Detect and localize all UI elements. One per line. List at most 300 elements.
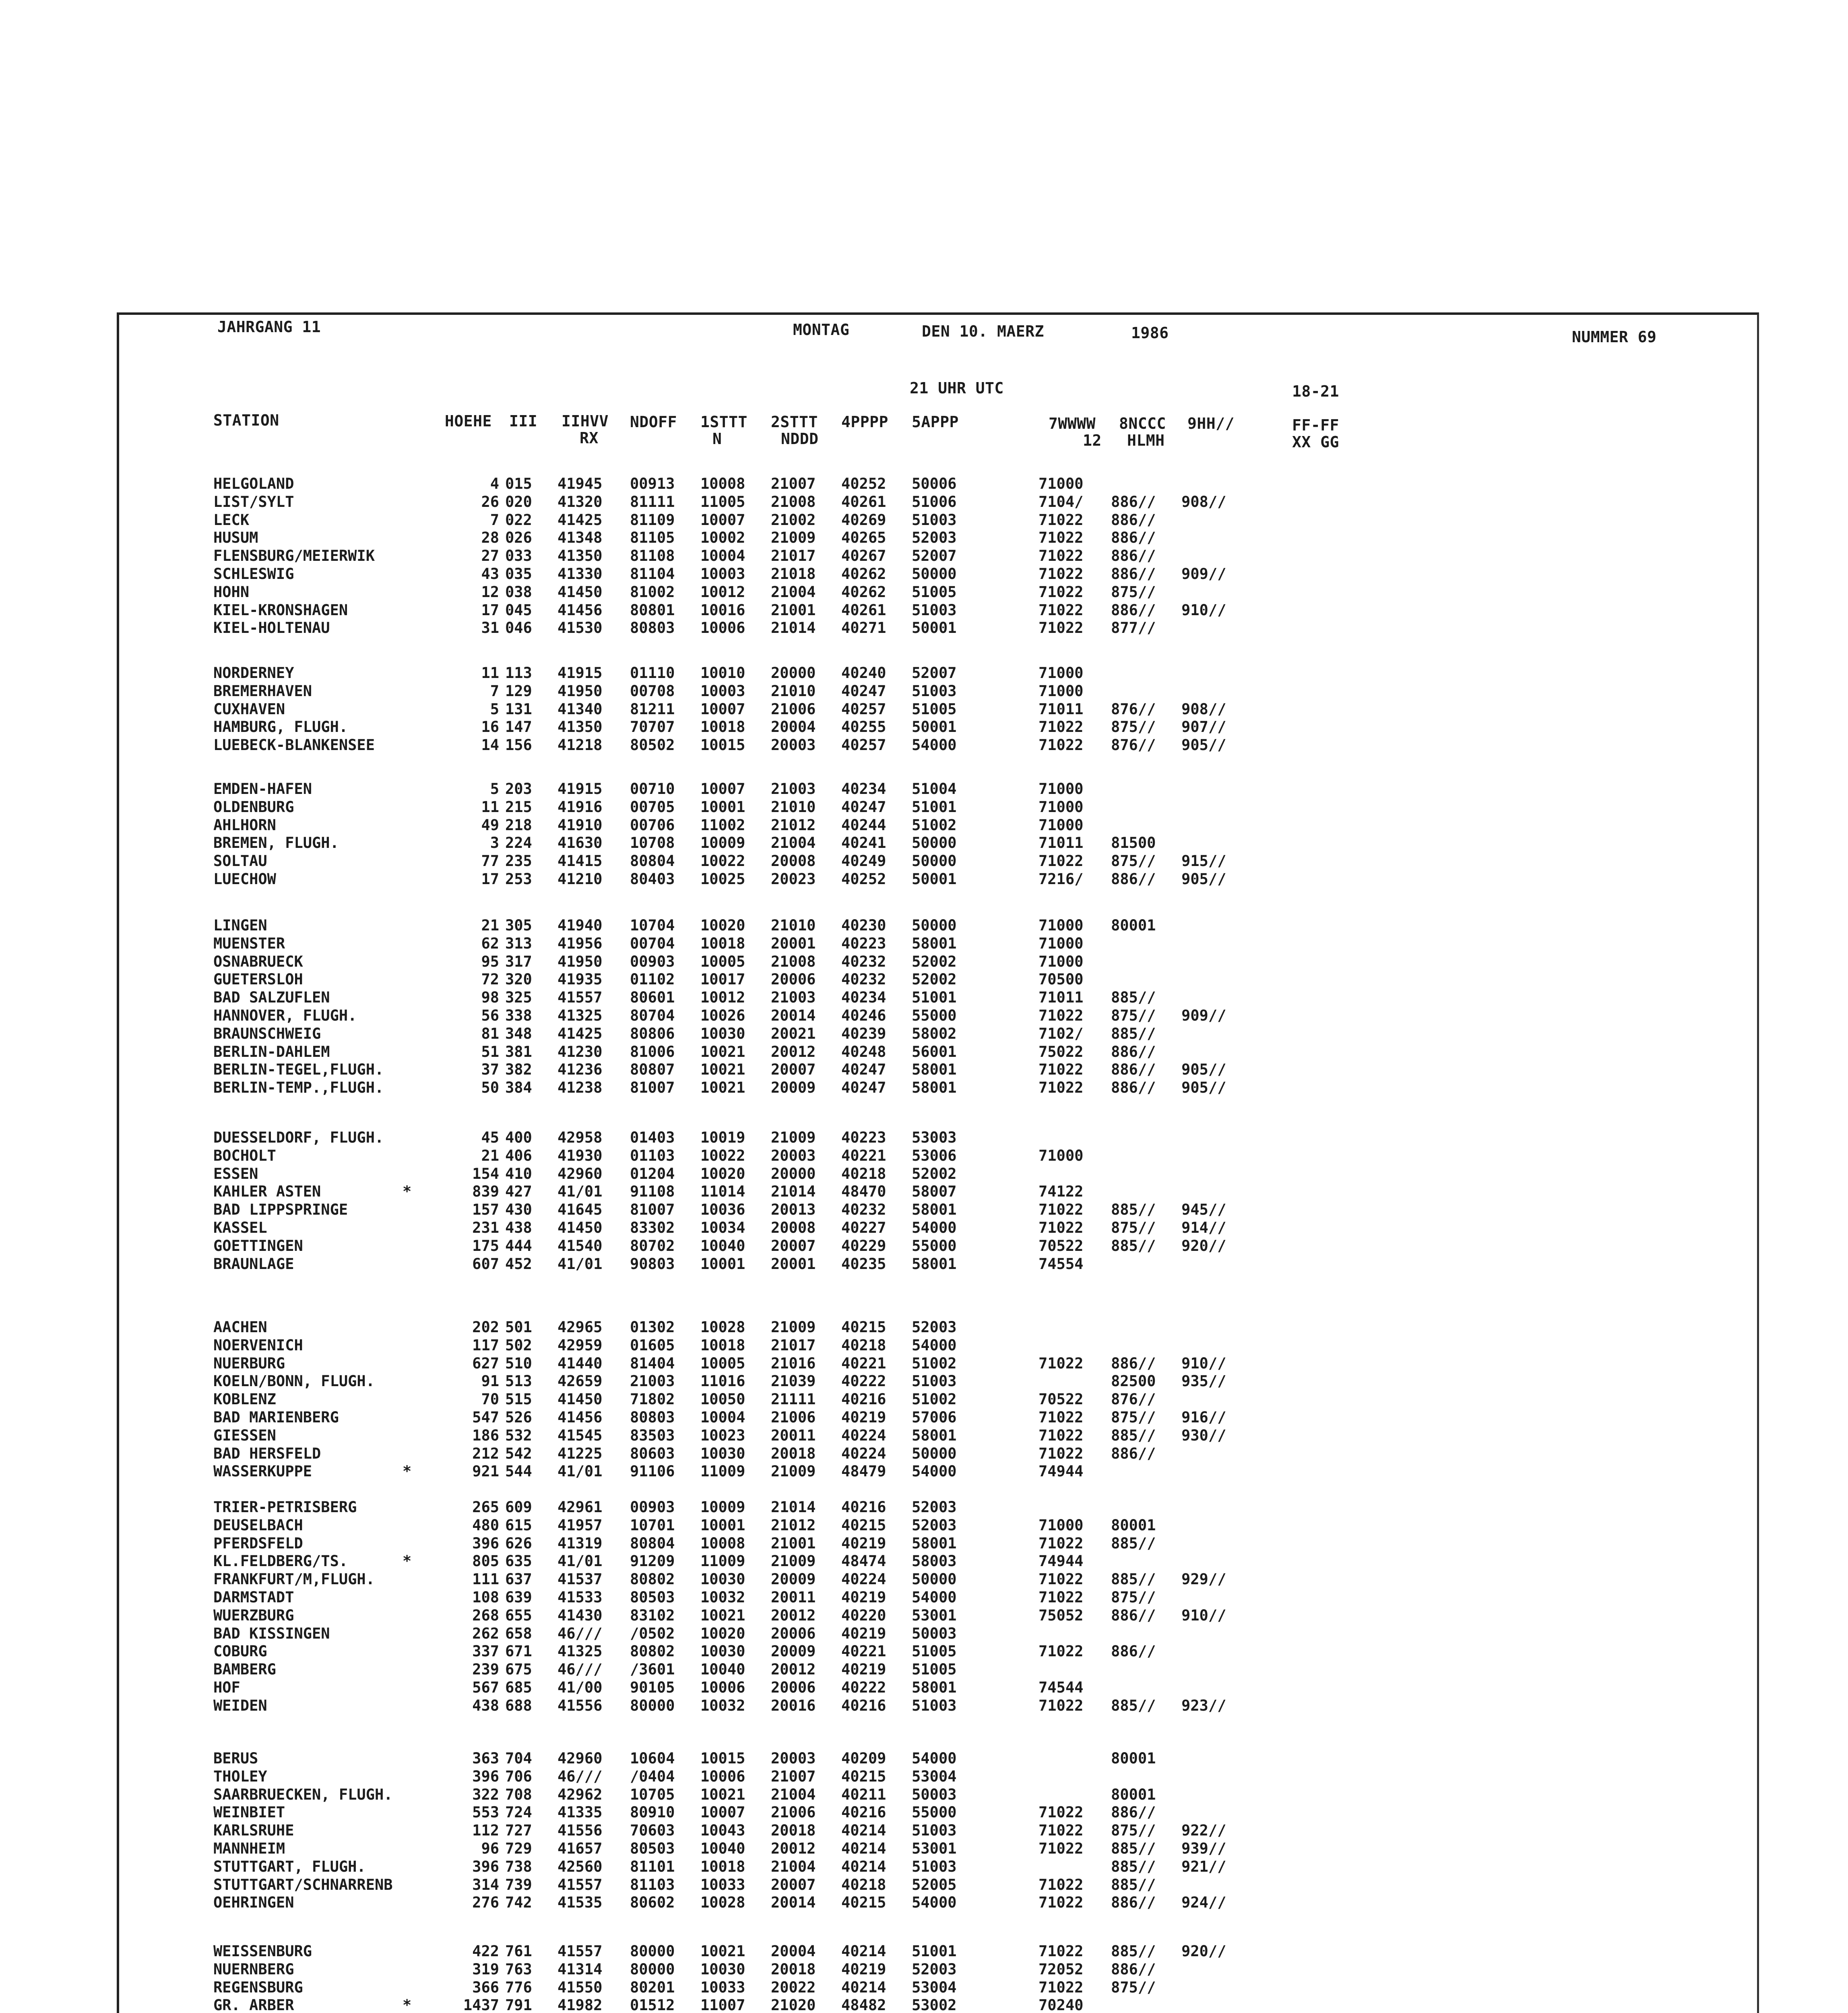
cell-s2: 20011	[771, 1427, 816, 1444]
cell-station: KOBLENZ	[213, 1391, 276, 1408]
cell-iihvv: 41557	[557, 1943, 603, 1960]
cell-station: WEISSENBURG	[213, 1943, 312, 1960]
cell-p5: 51003	[912, 601, 957, 619]
cell-p4: 40216	[841, 1804, 886, 1821]
cell-hoehe: 480	[472, 1517, 499, 1534]
cell-s2: 20003	[771, 736, 816, 754]
cell-n8: 886//	[1111, 529, 1156, 546]
cell-hoehe: 91	[481, 1372, 499, 1390]
cell-w7: 71022	[1039, 601, 1084, 619]
cell-p4: 40249	[841, 852, 886, 870]
cell-p5: 55000	[912, 1804, 957, 1821]
cell-hoehe: 56	[481, 1007, 499, 1024]
cell-p4: 40257	[841, 736, 886, 754]
station-row	[0, 1445, 1848, 1463]
cell-p5: 52007	[912, 664, 957, 682]
cell-ndoff: 00708	[630, 682, 675, 700]
cell-iihvv: 42960	[557, 1750, 603, 1767]
cell-iii: 609	[505, 1498, 532, 1516]
cell-iihvv: 42965	[557, 1319, 603, 1336]
cell-iii: 671	[505, 1643, 532, 1660]
cell-w7: 71022	[1039, 1876, 1084, 1893]
cell-p5: 50001	[912, 870, 957, 888]
cell-s2: 21009	[771, 1552, 816, 1570]
cell-hoehe: 77	[481, 852, 499, 870]
cell-p4: 40232	[841, 1201, 886, 1218]
station-row	[0, 1858, 1848, 1876]
cell-w7: 71022	[1039, 736, 1084, 754]
cell-hoehe: 111	[472, 1571, 499, 1588]
cell-station: PFERDSFELD	[213, 1535, 303, 1552]
cell-station: HAMBURG, FLUGH.	[213, 718, 348, 736]
cell-p5: 50000	[912, 834, 957, 851]
cell-w7: 70500	[1039, 971, 1084, 988]
cell-iihvv: 41940	[557, 917, 603, 934]
cell-iihvv: 41982	[557, 1996, 603, 2013]
cell-p5: 52002	[912, 1165, 957, 1182]
cell-iihvv: 41450	[557, 1391, 603, 1408]
cell-iihvv: 41935	[557, 971, 603, 988]
cell-station: KOELN/BONN, FLUGH.	[213, 1372, 375, 1390]
cell-p5: 58001	[912, 935, 957, 952]
col-9hh: 9HH//	[1187, 415, 1235, 432]
cell-s2: 20022	[771, 1979, 816, 1996]
cell-iihvv: 41957	[557, 1517, 603, 1534]
cell-s2: 20018	[771, 1961, 816, 1978]
cell-p4: 40218	[841, 1337, 886, 1354]
cell-s1: 10008	[700, 475, 745, 492]
cell-s2: 20003	[771, 1147, 816, 1164]
cell-iihvv: 41556	[557, 1697, 603, 1714]
cell-p5: 52003	[912, 1319, 957, 1336]
cell-h9: 908//	[1181, 701, 1226, 718]
cell-p5: 51003	[912, 1858, 957, 1875]
station-row	[0, 1319, 1848, 1336]
cell-iihvv: 41225	[557, 1445, 603, 1462]
cell-ndoff: 80000	[630, 1943, 675, 1960]
cell-ndoff: 71802	[630, 1391, 675, 1408]
cell-n8: 875//	[1111, 583, 1156, 601]
cell-iihvv: 41537	[557, 1571, 603, 1588]
cell-w7: 71022	[1039, 511, 1084, 529]
cell-iii: 526	[505, 1409, 532, 1426]
cell-ndoff: 80807	[630, 1061, 675, 1078]
station-row	[0, 1876, 1848, 1894]
cell-p5: 58001	[912, 1079, 957, 1096]
station-row	[0, 1391, 1848, 1408]
cell-iihvv: 41210	[557, 870, 603, 888]
cell-station: BRAUNLAGE	[213, 1255, 294, 1273]
cell-iii: 501	[505, 1319, 532, 1336]
cell-hoehe: 239	[472, 1661, 499, 1678]
cell-p4: 40244	[841, 816, 886, 834]
station-row	[0, 1427, 1848, 1445]
station-row	[0, 1979, 1848, 1996]
cell-iii: 513	[505, 1372, 532, 1390]
cell-s2: 21010	[771, 917, 816, 934]
cell-ndoff: 01102	[630, 971, 675, 988]
col-7wwww-sub: 12	[1083, 432, 1102, 449]
cell-n8: 875//	[1111, 1822, 1156, 1839]
cell-station: WEINBIET	[213, 1804, 285, 1821]
cell-n8: 876//	[1111, 701, 1156, 718]
cell-ndoff: 80803	[630, 1409, 675, 1426]
cell-iihvv: 41218	[557, 736, 603, 754]
cell-ndoff: 80803	[630, 619, 675, 637]
station-row	[0, 852, 1848, 870]
cell-s2: 21001	[771, 601, 816, 619]
cell-iihvv: 41530	[557, 619, 603, 637]
cell-ndoff: 80000	[630, 1961, 675, 1978]
cell-n8: 875//	[1111, 1219, 1156, 1236]
station-row	[0, 736, 1848, 754]
cell-p5: 58001	[912, 1427, 957, 1444]
cell-station: CUXHAVEN	[213, 701, 285, 718]
cell-hoehe: 11	[481, 664, 499, 682]
cell-n8: 875//	[1111, 852, 1156, 870]
cell-s2: 21012	[771, 816, 816, 834]
cell-iii: 020	[505, 493, 532, 510]
cell-p5: 53001	[912, 1607, 957, 1624]
cell-w7: 71022	[1039, 1589, 1084, 1606]
cell-iii: 400	[505, 1129, 532, 1146]
cell-p5: 57006	[912, 1409, 957, 1426]
station-row	[0, 1025, 1848, 1043]
station-row	[0, 1255, 1848, 1273]
cell-p4: 40267	[841, 547, 886, 564]
cell-p5: 51003	[912, 682, 957, 700]
cell-w7: 70522	[1039, 1237, 1084, 1255]
cell-ndoff: 80702	[630, 1237, 675, 1255]
station-row	[0, 1786, 1848, 1804]
col-2sttt-sub: NDDD	[781, 430, 819, 448]
cell-ndoff: 81103	[630, 1876, 675, 1893]
cell-h9: 909//	[1181, 565, 1226, 583]
cell-iihvv: 42961	[557, 1498, 603, 1516]
cell-w7: 74944	[1039, 1552, 1084, 1570]
cell-s1: 10022	[700, 852, 745, 870]
cell-p4: 40271	[841, 619, 886, 637]
cell-iii: 675	[505, 1661, 532, 1678]
cell-s1: 10032	[700, 1697, 745, 1714]
cell-n8: 886//	[1111, 1445, 1156, 1462]
cell-h9: 930//	[1181, 1427, 1226, 1444]
cell-s1: 11016	[700, 1372, 745, 1390]
cell-n8: 886//	[1111, 1894, 1156, 1911]
cell-p4: 40215	[841, 1319, 886, 1336]
cell-p5: 50000	[912, 1571, 957, 1588]
cell-s1: 10022	[700, 1147, 745, 1164]
cell-ndoff: 21003	[630, 1372, 675, 1390]
cell-s1: 10030	[700, 1643, 745, 1660]
cell-w7: 71000	[1039, 682, 1084, 700]
cell-s2: 20018	[771, 1822, 816, 1839]
cell-s2: 21006	[771, 1804, 816, 1821]
cell-w7: 7104/	[1039, 493, 1084, 510]
cell-iihvv: 41319	[557, 1535, 603, 1552]
cell-s2: 21004	[771, 834, 816, 851]
cell-ndoff: 00913	[630, 475, 675, 492]
cell-p5: 58001	[912, 1061, 957, 1078]
cell-station: THOLEY	[213, 1768, 267, 1785]
cell-s1: 10020	[700, 1625, 745, 1642]
station-row	[0, 1804, 1848, 1821]
cell-w7: 71022	[1039, 1979, 1084, 1996]
cell-p4: 40230	[841, 917, 886, 934]
cell-hoehe: 117	[472, 1337, 499, 1354]
cell-s2: 20013	[771, 1201, 816, 1218]
cell-hoehe: 12	[481, 583, 499, 601]
cell-hoehe: 5	[490, 780, 499, 798]
cell-hoehe: 108	[472, 1589, 499, 1606]
cell-p5: 51003	[912, 1822, 957, 1839]
cell-s2: 21012	[771, 1517, 816, 1534]
cell-s1: 10018	[700, 1858, 745, 1875]
cell-iihvv: 42659	[557, 1372, 603, 1390]
cell-s1: 10012	[700, 583, 745, 601]
cell-h9: 920//	[1181, 1943, 1226, 1960]
cell-hoehe: 72	[481, 971, 499, 988]
cell-n8: 80001	[1111, 1750, 1156, 1767]
cell-s2: 20004	[771, 718, 816, 736]
cell-iii: 038	[505, 583, 532, 601]
cell-ndoff: 81007	[630, 1201, 675, 1218]
cell-hoehe: 70	[481, 1391, 499, 1408]
cell-iii: 655	[505, 1607, 532, 1624]
cell-p4: 40209	[841, 1750, 886, 1767]
cell-station: BAD HERSFELD	[213, 1445, 321, 1462]
station-row	[0, 529, 1848, 547]
cell-hoehe: 607	[472, 1255, 499, 1273]
cell-p5: 51004	[912, 780, 957, 798]
cell-n8: 886//	[1111, 601, 1156, 619]
cell-ndoff: /3601	[630, 1661, 675, 1678]
cell-p5: 54000	[912, 1750, 957, 1767]
cell-p5: 51005	[912, 1643, 957, 1660]
cell-s2: 21008	[771, 953, 816, 970]
cell-ndoff: 83102	[630, 1607, 675, 1624]
cell-station: WEIDEN	[213, 1697, 267, 1714]
jahrgang: JAHRGANG 11	[217, 318, 321, 336]
cell-iii: 510	[505, 1355, 532, 1372]
cell-ndoff: /0502	[630, 1625, 675, 1642]
cell-station: KL.FELDBERG/TS.	[213, 1552, 348, 1570]
cell-station: HELGOLAND	[213, 475, 294, 492]
cell-p5: 58001	[912, 1201, 957, 1218]
cell-ndoff: 83302	[630, 1219, 675, 1236]
cell-n8: 886//	[1111, 1643, 1156, 1660]
cell-station: FLENSBURG/MEIERWIK	[213, 547, 375, 564]
cell-hoehe: 265	[472, 1498, 499, 1516]
cell-n8: 886//	[1111, 1355, 1156, 1372]
cell-s1: 10033	[700, 1979, 745, 1996]
cell-iii: 348	[505, 1025, 532, 1042]
cell-iihvv: 42962	[557, 1786, 603, 1803]
cell-iihvv: 41/01	[557, 1183, 603, 1200]
cell-p4: 40214	[841, 1822, 886, 1839]
cell-h9: 924//	[1181, 1894, 1226, 1911]
station-row	[0, 1552, 1848, 1570]
cell-iii: 742	[505, 1894, 532, 1911]
cell-station: AACHEN	[213, 1319, 267, 1336]
cell-hoehe: 81	[481, 1025, 499, 1042]
cell-p4: 40246	[841, 1007, 886, 1024]
cell-iihvv: 42958	[557, 1129, 603, 1146]
cell-iii: 739	[505, 1876, 532, 1893]
cell-iii: 635	[505, 1552, 532, 1570]
cell-hoehe: 921	[472, 1463, 499, 1480]
cell-station: COBURG	[213, 1643, 267, 1660]
cell-ndoff: 81109	[630, 511, 675, 529]
cell-s1: 10030	[700, 1445, 745, 1462]
cell-p4: 40234	[841, 989, 886, 1006]
cell-iihvv: 46///	[557, 1661, 603, 1678]
cell-h9: 921//	[1181, 1858, 1226, 1875]
cell-p4: 40215	[841, 1517, 886, 1534]
weekday: MONTAG	[793, 321, 850, 339]
cell-ndoff: 80804	[630, 852, 675, 870]
cell-iihvv: 41320	[557, 493, 603, 510]
cell-p5: 50003	[912, 1625, 957, 1642]
station-row	[0, 547, 1848, 565]
cell-s2: 21111	[771, 1391, 816, 1408]
cell-p4: 40247	[841, 682, 886, 700]
cell-iihvv: 41557	[557, 989, 603, 1006]
cell-hoehe: 17	[481, 601, 499, 619]
cell-ndoff: 70603	[630, 1822, 675, 1839]
cell-iihvv: 41314	[557, 1961, 603, 1978]
cell-hoehe: 154	[472, 1165, 499, 1182]
cell-iii: 022	[505, 511, 532, 529]
cell-s1: 10005	[700, 1355, 745, 1372]
cell-iii: 724	[505, 1804, 532, 1821]
cell-iii: 026	[505, 529, 532, 546]
cell-h9: 915//	[1181, 852, 1226, 870]
cell-n8: 885//	[1111, 1840, 1156, 1857]
station-row	[0, 1768, 1848, 1786]
cell-iihvv: 42960	[557, 1165, 603, 1182]
cell-station: REGENSBURG	[213, 1979, 303, 1996]
cell-h9: 916//	[1181, 1409, 1226, 1426]
cell-s2: 20012	[771, 1607, 816, 1624]
station-row	[0, 1589, 1848, 1606]
station-row	[0, 1625, 1848, 1643]
cell-p5: 52003	[912, 1961, 957, 1978]
col-station: STATION	[213, 411, 279, 429]
cell-p4: 40221	[841, 1355, 886, 1372]
station-row	[0, 1943, 1848, 1960]
cell-p4: 40262	[841, 583, 886, 601]
cell-iii: 147	[505, 718, 532, 736]
cell-s1: 11005	[700, 493, 745, 510]
cell-s1: 10003	[700, 565, 745, 583]
cell-s1: 10040	[700, 1237, 745, 1255]
col-iihvv: IIHVV	[562, 412, 609, 430]
cell-n8: 885//	[1111, 1535, 1156, 1552]
cell-iii: 444	[505, 1237, 532, 1255]
cell-iihvv: 41330	[557, 565, 603, 583]
cell-w7: 71022	[1039, 1409, 1084, 1426]
cell-hoehe: 11	[481, 798, 499, 816]
cell-ndoff: 80000	[630, 1697, 675, 1714]
cell-s1: 11009	[700, 1463, 745, 1480]
cell-iihvv: 41/01	[557, 1463, 603, 1480]
cell-ndoff: 00705	[630, 798, 675, 816]
cell-s2: 20021	[771, 1025, 816, 1042]
cell-iii: 045	[505, 601, 532, 619]
cell-iii: 035	[505, 565, 532, 583]
cell-s2: 20003	[771, 1750, 816, 1767]
cell-iihvv: 41325	[557, 1643, 603, 1660]
cell-ndoff: 81211	[630, 701, 675, 718]
cell-hoehe: 3	[490, 834, 499, 851]
cell-s1: 10006	[700, 619, 745, 637]
cell-s2: 20014	[771, 1007, 816, 1024]
cell-p5: 51005	[912, 1661, 957, 1678]
cell-h9: 929//	[1181, 1571, 1226, 1588]
cell-w7: 74554	[1039, 1255, 1084, 1273]
cell-p4: 40227	[841, 1219, 886, 1236]
cell-station: BAMBERG	[213, 1661, 276, 1678]
station-row	[0, 1894, 1848, 1912]
cell-ndoff: 81101	[630, 1858, 675, 1875]
cell-w7: 74122	[1039, 1183, 1084, 1200]
cell-iii: 515	[505, 1391, 532, 1408]
station-row	[0, 1840, 1848, 1858]
cell-h9: 905//	[1181, 870, 1226, 888]
cell-p4: 40255	[841, 718, 886, 736]
cell-station: BAD LIPPSPRINGE	[213, 1201, 348, 1218]
cell-station: GIESSEN	[213, 1427, 276, 1444]
cell-ndoff: 10705	[630, 1786, 675, 1803]
cell-ndoff: 01110	[630, 664, 675, 682]
cell-s1: 10017	[700, 971, 745, 988]
cell-n8: 886//	[1111, 870, 1156, 888]
cell-ndoff: 80804	[630, 1535, 675, 1552]
cell-station: KAHLER ASTEN	[213, 1183, 321, 1200]
cell-iihvv: 41950	[557, 682, 603, 700]
cell-hoehe: 396	[472, 1768, 499, 1785]
cell-station: LECK	[213, 511, 250, 529]
cell-p4: 40222	[841, 1679, 886, 1696]
cell-iihvv: 41910	[557, 816, 603, 834]
cell-p5: 54000	[912, 1463, 957, 1480]
cell-p4: 40262	[841, 565, 886, 583]
station-row	[0, 1201, 1848, 1219]
cell-h9: 910//	[1181, 601, 1226, 619]
cell-iihvv: 41238	[557, 1079, 603, 1096]
cell-s2: 20001	[771, 935, 816, 952]
issue-number: NUMMER 69	[1572, 328, 1657, 346]
cell-s2: 21006	[771, 701, 816, 718]
cell-s2: 21010	[771, 798, 816, 816]
cell-s1: 11002	[700, 816, 745, 834]
cell-p4: 40219	[841, 1661, 886, 1678]
cell-p4: 40216	[841, 1391, 886, 1408]
cell-w7: 71022	[1039, 1355, 1084, 1372]
cell-iii: 706	[505, 1768, 532, 1785]
cell-w7: 71022	[1039, 1201, 1084, 1218]
cell-station: WASSERKUPPE	[213, 1463, 312, 1480]
cell-p4: 40257	[841, 701, 886, 718]
cell-s2: 20001	[771, 1255, 816, 1273]
cell-p4: 40247	[841, 1061, 886, 1078]
cell-iii: 113	[505, 664, 532, 682]
cell-hoehe: 21	[481, 1147, 499, 1164]
cell-hoehe: 43	[481, 565, 499, 583]
cell-iii: 427	[505, 1183, 532, 1200]
cell-p5: 58001	[912, 1535, 957, 1552]
